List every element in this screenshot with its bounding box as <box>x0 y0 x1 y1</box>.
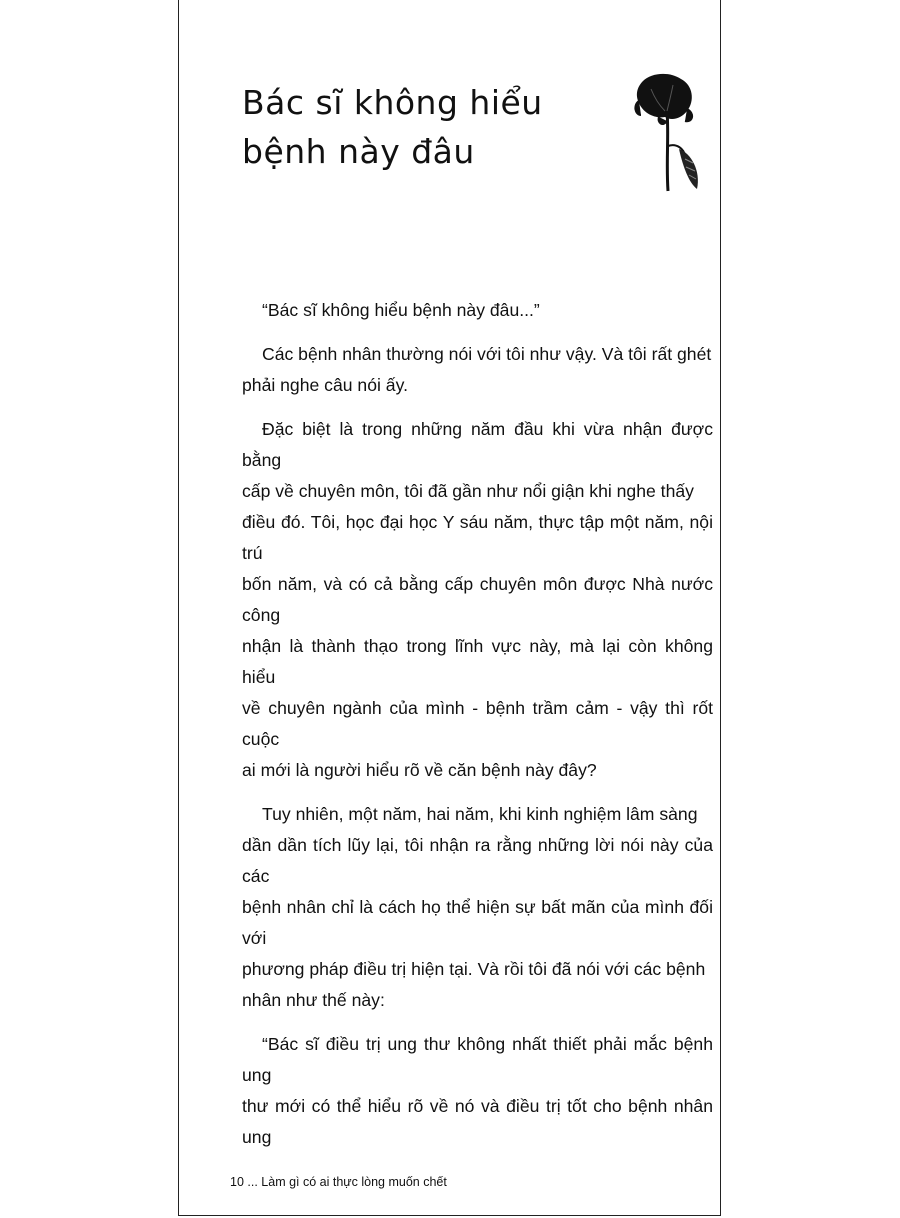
chapter-title-line-1: Bác sĩ không hiểu <box>242 83 543 122</box>
chapter-title-line-2: bệnh này đâu <box>242 132 475 171</box>
text-line: bệnh nhân chỉ là cách họ thể hiện sự bất mãn của mình đối với <box>242 897 713 948</box>
text-line: Đặc biệt là trong những năm đầu khi vừa nhận được bằng <box>242 419 713 470</box>
text-line: bốn năm, và có cả bằng cấp chuyên môn được Nhà nước công <box>242 574 713 625</box>
text-line: điều đó. Tôi, học đại học Y sáu năm, thực tập một năm, nội trú <box>242 512 713 563</box>
text-line: thư mới có thể hiểu rõ về nó và điều trị tốt cho bệnh nhân ung <box>242 1096 713 1147</box>
text-line: nhân như thế này: <box>242 990 385 1010</box>
wilted-flower-illustration <box>629 71 709 196</box>
page-number: 10 <box>230 1175 244 1189</box>
page-footer <box>230 1173 712 1191</box>
paragraph-5 <box>242 1029 713 1153</box>
text-line: “Bác sĩ không hiểu bệnh này đâu...” <box>262 300 540 320</box>
paragraph-4 <box>242 799 713 1016</box>
text-line: phương pháp điều trị hiện tại. Và rồi tôi đã nói với các bệnh <box>242 959 706 979</box>
book-page <box>178 0 721 1216</box>
text-line: nhận là thành thạo trong lĩnh vực này, mà lại còn không hiểu <box>242 636 713 687</box>
body-text <box>242 295 713 1153</box>
text-line: “Bác sĩ điều trị ung thư không nhất thiết phải mắc bệnh ung <box>242 1034 713 1085</box>
text-line: Các bệnh nhân thường nói với tôi như vậy. Và tôi rất ghét <box>262 344 712 364</box>
paragraph-3 <box>242 414 713 786</box>
text-line: cấp về chuyên môn, tôi đã gần như nổi giận khi nghe thấy <box>242 481 694 501</box>
text-line: dần dần tích lũy lại, tôi nhận ra rằng những lời nói này của các <box>242 835 713 886</box>
text-line: phải nghe câu nói ấy. <box>242 375 408 395</box>
paragraph-1 <box>242 295 713 326</box>
running-book-title: Làm gì có ai thực lòng muốn chết <box>261 1175 447 1189</box>
text-line: Tuy nhiên, một năm, hai năm, khi kinh nghiệm lâm sàng <box>262 804 698 824</box>
text-line: ai mới là người hiểu rõ về căn bệnh này đây? <box>242 760 597 780</box>
text-line: về chuyên ngành của mình - bệnh trầm cảm - vậy thì rốt cuộc <box>242 698 713 749</box>
footer-separator: ... <box>247 1175 258 1189</box>
paragraph-2 <box>242 339 713 401</box>
